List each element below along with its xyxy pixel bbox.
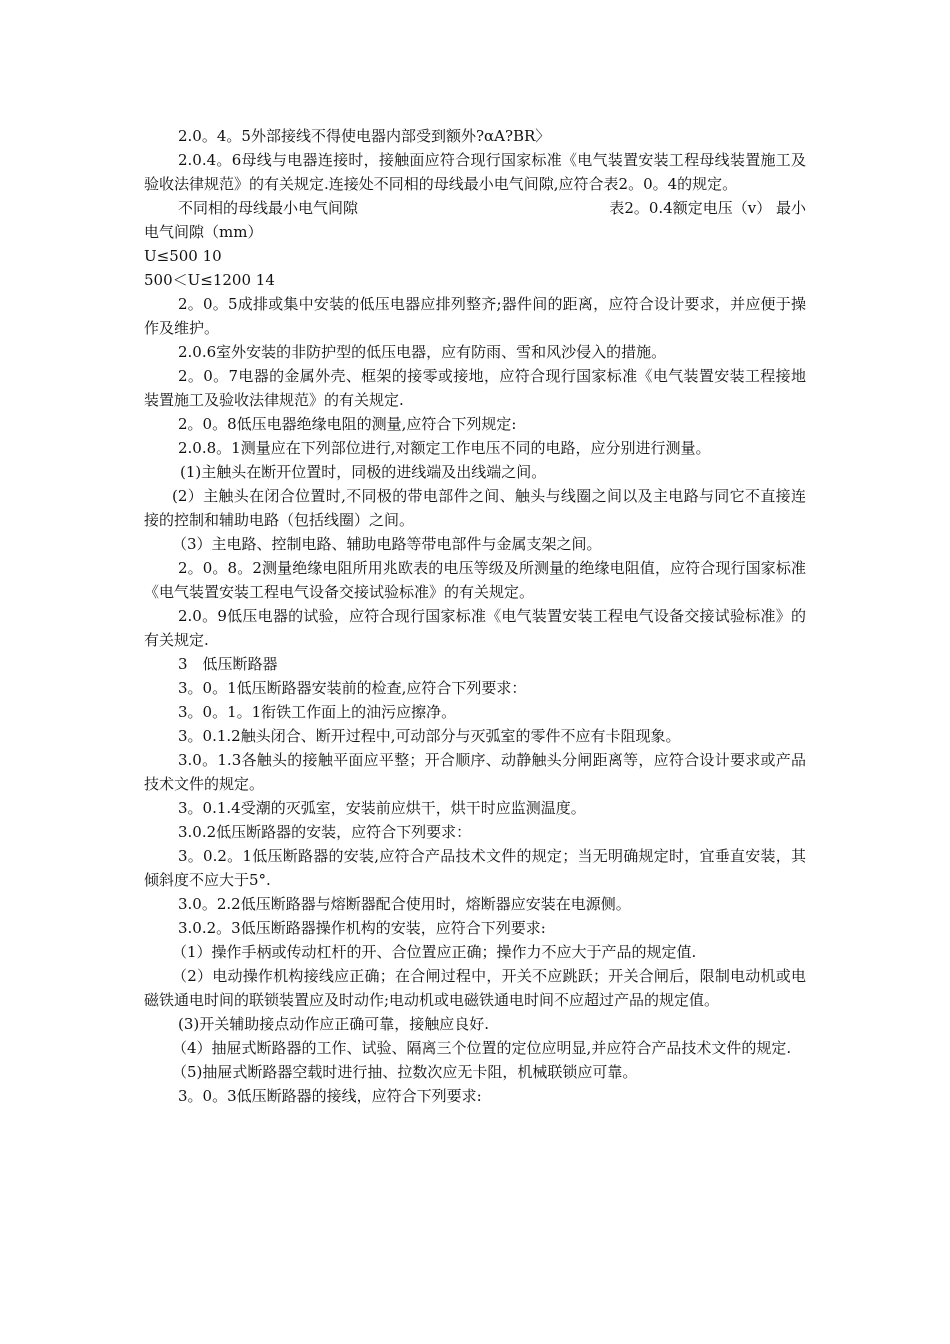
paragraph: 3。0。1低压断路器安装前的检查,应符合下列要求： [178, 679, 527, 697]
paragraph: 3。0。3低压断路器的接线，应符合下列要求: [178, 1087, 482, 1105]
document-body [144, 124, 806, 1108]
paragraph: 2。0。5成排或集中安装的低压电器应排列整齐;器件间的距离，应符合设计要求，并应便于操作及维护。 [144, 295, 806, 337]
paragraph: 3.0.2。3低压断路器操作机构的安装，应符合下列要求: [178, 919, 546, 937]
list-item: （4）抽屉式断路器的工作、试验、隔离三个位置的定位应明显,并应符合产品技术文件的规定. [172, 1039, 792, 1057]
list-item: （1）操作手柄或传动杠杆的开、合位置应正确；操作力不应大于产品的规定值. [172, 943, 697, 961]
section-heading: 3 低压断路器 [178, 655, 278, 673]
paragraph: 3.0。2.2低压断路器与熔断器配合使用时，熔断器应安装在电源侧。 [178, 895, 631, 913]
paragraph: 2.0。4。5外部接线不得使电器内部受到额外?αA?BR〉 [178, 127, 551, 145]
list-item: （3）主电路、控制电路、辅助电路等带电部件与金属支架之间。 [172, 535, 602, 553]
paragraph: 2.0。9低压电器的试验，应符合现行国家标准《电气装置安装工程电气设备交接试验标准》的有关规定. [144, 607, 806, 649]
paragraph: 2。0。8。2测量绝缘电阻所用兆欧表的电压等级及所测量的绝缘电阻值，应符合现行国家标准《电气装置安装工程电气设备交接试验标准》的有关规定。 [144, 559, 806, 601]
paragraph: 2.0.6室外安装的非防护型的低压电器，应有防雨、雪和风沙侵入的措施。 [178, 343, 667, 361]
table-row: U≤500 10 [144, 247, 222, 265]
paragraph: 2.0.4。6母线与电器连接时，接触面应符合现行国家标准《电气装置安装工程母线装置施工及验收法律规范》的有关规定.连接处不同相的母线最小电气间隙,应符合表2。0。4的规定。 [144, 151, 806, 193]
paragraph: 3。0。1。1衔铁工作面上的油污应擦净。 [178, 703, 457, 721]
paragraph: 2。0。8低压电器绝缘电阻的测量,应符合下列规定: [178, 415, 517, 433]
list-item: (2）主触头在闭合位置时,不同极的带电部件之间、触头与线圈之间以及主电路与同它不直接连接的控制和辅助电路（包括线圈）之间。 [144, 487, 806, 529]
table-row: 500＜U≤1200 14 [144, 271, 275, 289]
table-number: 表2。0.4额定电压（v） 最小 [609, 199, 806, 217]
list-item: (3)开关辅助接点动作应正确可靠，接触应良好. [178, 1015, 490, 1033]
list-item: (1)主触头在断开位置时，同极的进线端及出线端之间。 [180, 463, 547, 481]
list-item: （5)抽屉式断路器空载时进行抽、拉数次应无卡阻，机械联锁应可靠。 [172, 1063, 638, 1081]
paragraph: 2.0.8。1测量应在下列部位进行,对额定工作电压不同的电路，应分别进行测量。 [178, 439, 711, 457]
table-header: 电气间隙（mm） [144, 223, 263, 241]
table-title-row [144, 196, 806, 220]
paragraph: 3。0.1.2触头闭合、断开过程中,可动部分与灭弧室的零件不应有卡阻现象。 [178, 727, 681, 745]
paragraph: 3.0。1.3各触头的接触平面应平整；开合顺序、动静触头分闸距离等，应符合设计要求或产品技术文件的规定。 [144, 751, 806, 793]
paragraph: 3。0.1.4受潮的灭弧室，安装前应烘干，烘干时应监测温度。 [178, 799, 586, 817]
paragraph: 3。0.2。1低压断路器的安装,应符合产品技术文件的规定；当无明确规定时，宜垂直安装，其倾斜度不应大于5°. [144, 847, 806, 889]
paragraph: 2。0。7电器的金属外壳、框架的接零或接地，应符合现行国家标准《电气装置安装工程接地装置施工及验收法律规范》的有关规定. [144, 367, 806, 409]
table-title: 不同相的母线最小电气间隙 [178, 199, 359, 217]
list-item: （2）电动操作机构接线应正确；在合闸过程中，开关不应跳跃；开关合闸后，限制电动机或电磁铁通电时间的联锁装置应及时动作;电动机或电磁铁通电时间不应超过产品的规定值。 [144, 967, 806, 1009]
paragraph: 3.0.2低压断路器的安装，应符合下列要求： [178, 823, 472, 841]
